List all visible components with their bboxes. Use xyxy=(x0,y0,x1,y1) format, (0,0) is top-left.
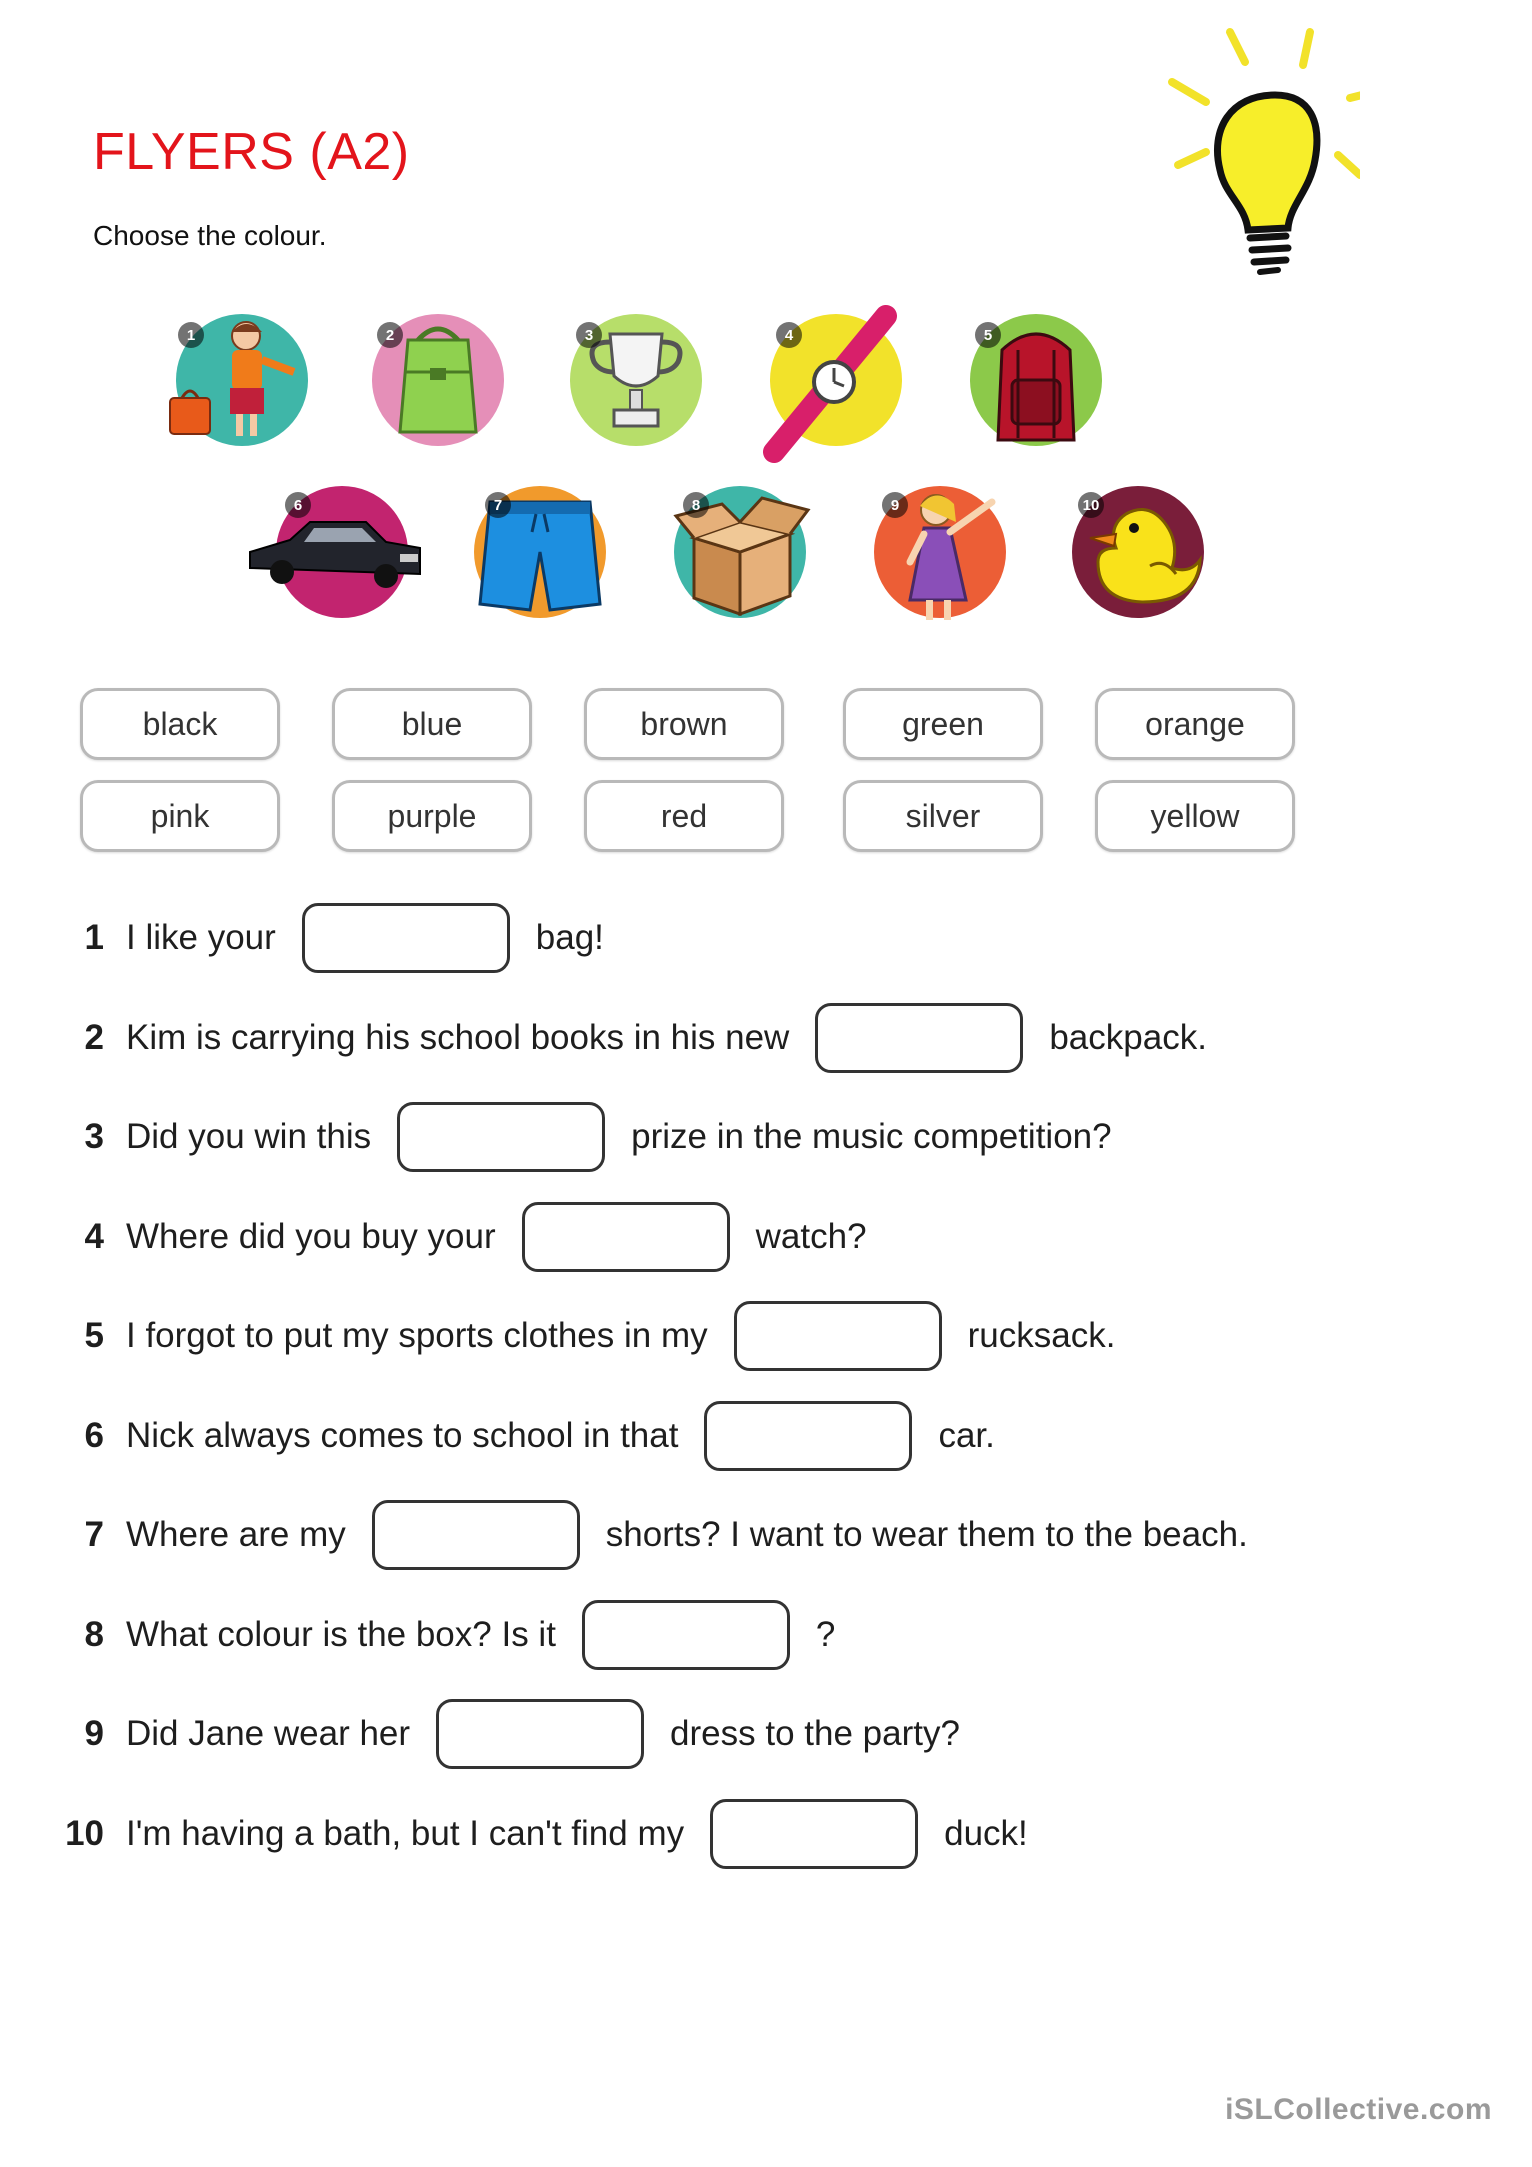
word-bank-item: brown xyxy=(584,688,784,760)
picture-number-badge: 6 xyxy=(285,492,311,518)
sentence-row xyxy=(56,1099,1112,1175)
sentence-number: 6 xyxy=(84,1415,104,1455)
sentence-text-before: Where did you buy your xyxy=(126,1216,496,1256)
picture-grid xyxy=(0,300,1532,660)
instruction-text: Choose the colour. xyxy=(93,220,327,251)
sentence-text-before: Where are my xyxy=(126,1515,346,1554)
sentence-text-after: dress to the party? xyxy=(670,1714,960,1753)
word-bank-item: green xyxy=(843,688,1043,760)
sentence-text-after: backpack. xyxy=(1049,1017,1207,1057)
sentence-text-before: Did Jane wear her xyxy=(126,1714,411,1753)
sentence-row xyxy=(56,1597,835,1673)
picture-number-badge: 10 xyxy=(1078,492,1104,518)
sentence-row xyxy=(56,1398,995,1474)
sentence-row xyxy=(56,1696,960,1772)
sentence-text-after: watch? xyxy=(755,1216,867,1256)
page-title: FLYERS (A2) xyxy=(93,123,410,181)
word-bank-item: red xyxy=(584,780,784,852)
answer-blank[interactable] xyxy=(302,903,510,973)
picture-number-badge: 2 xyxy=(377,322,403,348)
sentence-row xyxy=(56,1000,1207,1076)
sentence-number: 3 xyxy=(84,1117,104,1156)
picture-number-badge: 1 xyxy=(178,322,204,348)
sentence-text-before: I'm having a bath, but I can't find my xyxy=(126,1813,685,1853)
picture-number-badge: 9 xyxy=(882,492,908,518)
sentence-number: 7 xyxy=(84,1515,104,1554)
sentence-row xyxy=(56,1796,1028,1872)
sentence-text-after: bag! xyxy=(535,918,604,957)
answer-blank[interactable] xyxy=(704,1401,912,1471)
word-bank-item: yellow xyxy=(1095,780,1295,852)
picture-number-badge: 5 xyxy=(975,322,1001,348)
sentence-text-before: What colour is the box? Is it xyxy=(126,1614,556,1654)
word-bank-item: silver xyxy=(843,780,1043,852)
word-bank-item: blue xyxy=(332,688,532,760)
sentence-text-after: duck! xyxy=(944,1813,1028,1853)
answer-blank[interactable] xyxy=(372,1500,580,1570)
answer-blank[interactable] xyxy=(815,1003,1023,1073)
answer-blank[interactable] xyxy=(582,1600,790,1670)
sentence-text-before: Kim is carrying his school books in his new xyxy=(126,1017,790,1057)
sentence-text-before: I forgot to put my sports clothes in my xyxy=(126,1316,708,1355)
sentence-number: 10 xyxy=(65,1813,104,1853)
sentence-text-before: I like your xyxy=(126,918,276,957)
sentence-number: 5 xyxy=(84,1316,104,1355)
word-bank-item: purple xyxy=(332,780,532,852)
sentence-text-after: car. xyxy=(938,1415,995,1455)
answer-blank[interactable] xyxy=(522,1202,730,1272)
sentence-number: 8 xyxy=(84,1614,104,1654)
sentence-row xyxy=(56,900,604,976)
picture-number-badge: 7 xyxy=(485,492,511,518)
light-bulb-icon xyxy=(1060,10,1360,310)
sentence-text-after: ? xyxy=(815,1614,836,1654)
sentence-text-after: rucksack. xyxy=(967,1316,1116,1355)
word-bank-item: black xyxy=(80,688,280,760)
sentence-row xyxy=(56,1199,867,1275)
sentence-text-before: Did you win this xyxy=(126,1117,372,1156)
picture-number-badge: 8 xyxy=(683,492,709,518)
sentence-text-before: Nick always comes to school in that xyxy=(126,1415,679,1455)
sentence-number: 4 xyxy=(84,1216,104,1256)
sentence-row xyxy=(56,1298,1115,1374)
answer-blank[interactable] xyxy=(397,1102,605,1172)
answer-blank[interactable] xyxy=(436,1699,644,1769)
sentence-row xyxy=(56,1497,1248,1573)
word-bank-item: pink xyxy=(80,780,280,852)
watermark-text: iSLCollective.com xyxy=(1225,2093,1492,2126)
answer-blank[interactable] xyxy=(710,1799,918,1869)
picture-number-badge: 3 xyxy=(576,322,602,348)
picture-number-badge: 4 xyxy=(776,322,802,348)
answer-blank[interactable] xyxy=(734,1301,942,1371)
sentence-number: 9 xyxy=(84,1714,104,1753)
sentence-text-after: shorts? I want to wear them to the beach. xyxy=(605,1515,1248,1554)
sentence-text-after: prize in the music competition? xyxy=(631,1117,1112,1156)
sentence-number: 1 xyxy=(84,918,104,957)
sentence-number: 2 xyxy=(84,1017,104,1057)
word-bank-item: orange xyxy=(1095,688,1295,760)
